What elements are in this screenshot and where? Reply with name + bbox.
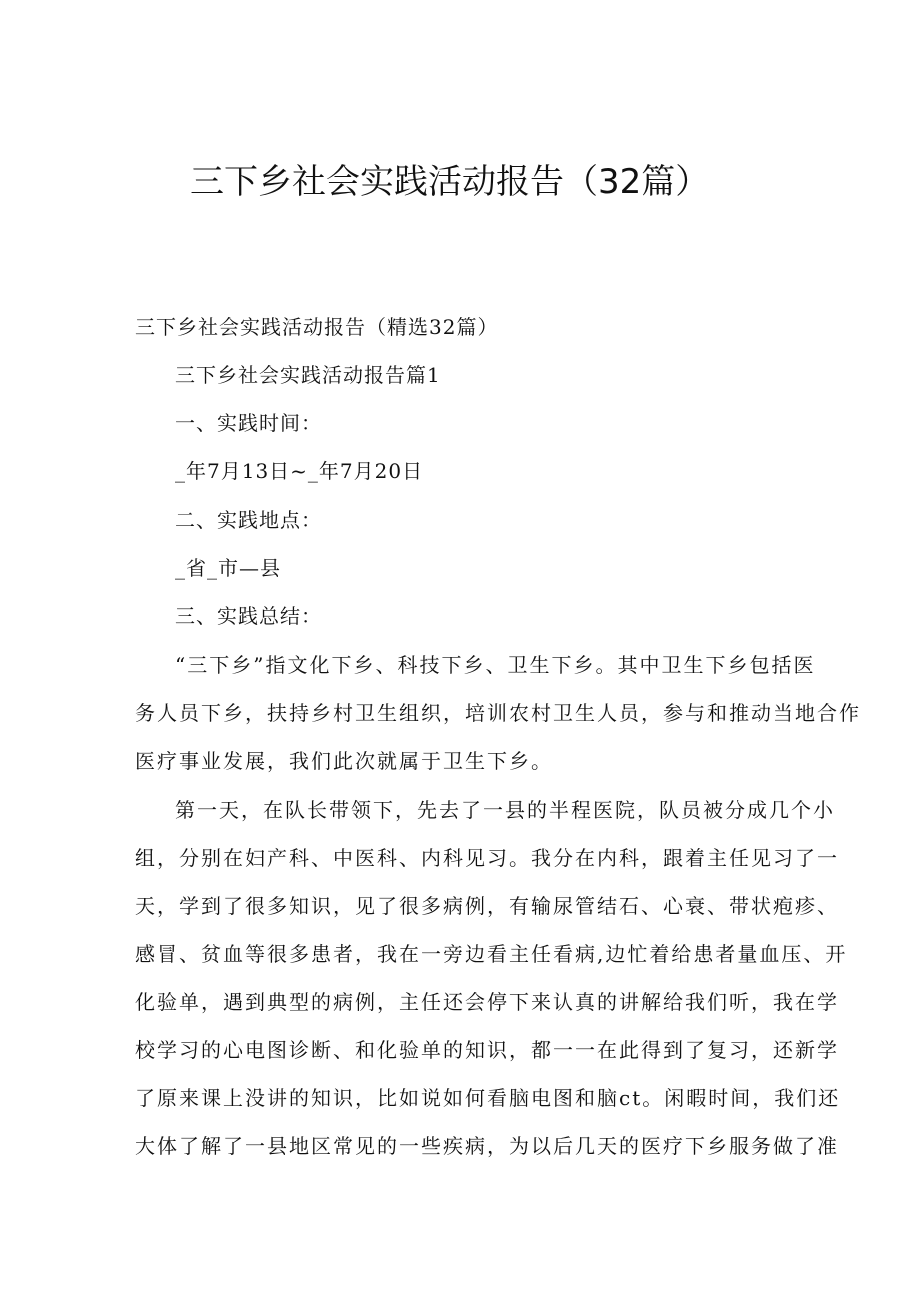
- paragraph-1-line: 医疗事业发展，我们此次就属于卫生下乡。: [135, 749, 553, 773]
- time-value: _年7月13日~_年7月20日: [175, 459, 424, 483]
- paragraph-2-line: 第一天，在队长带领下，先去了一县的半程医院，队员被分成几个小: [175, 798, 835, 822]
- document-subtitle: 三下乡社会实践活动报告（精选32篇）: [135, 315, 499, 339]
- paragraph-2-line: 组，分别在妇产科、中医科、内科见习。我分在内科，跟着主任见习了一: [135, 846, 839, 870]
- time-label: 一、实践时间：: [175, 411, 322, 435]
- summary-label: 三、实践总结：: [175, 604, 322, 628]
- paragraph-2-line: 了原来课上没讲的知识，比如说如何看脑电图和脑ct。闲暇时间，我们还: [135, 1086, 841, 1110]
- paragraph-1-line: 务人员下乡，扶持乡村卫生组织，培训农村卫生人员，参与和推动当地合作: [135, 701, 861, 725]
- paragraph-2-line: 校学习的心电图诊断、和化验单的知识，都一一在此得到了复习，还新学: [135, 1038, 839, 1062]
- paragraph-1-line: “三下乡”指文化下乡、科技下乡、卫生下乡。其中卫生下乡包括医: [175, 653, 816, 677]
- paragraph-2-line: 感冒、贫血等很多患者，我在一旁边看主任看病,边忙着给患者量血压、开: [135, 942, 848, 966]
- document-title: 三下乡社会实践活动报告（32篇）: [190, 162, 710, 202]
- paragraph-2-line: 天，学到了很多知识，见了很多病例，有输尿管结石、心衰、带状疱疹、: [135, 894, 839, 918]
- paragraph-2-line: 化验单，遇到典型的病例，主任还会停下来认真的讲解给我们听，我在学: [135, 990, 839, 1014]
- place-label: 二、实践地点：: [175, 508, 322, 532]
- section-heading-1: 三下乡社会实践活动报告篇1: [175, 363, 441, 387]
- place-value: _省_市—县: [175, 556, 281, 580]
- paragraph-2-line: 大体了解了一县地区常见的一些疾病，为以后几天的医疗下乡服务做了准: [135, 1134, 839, 1158]
